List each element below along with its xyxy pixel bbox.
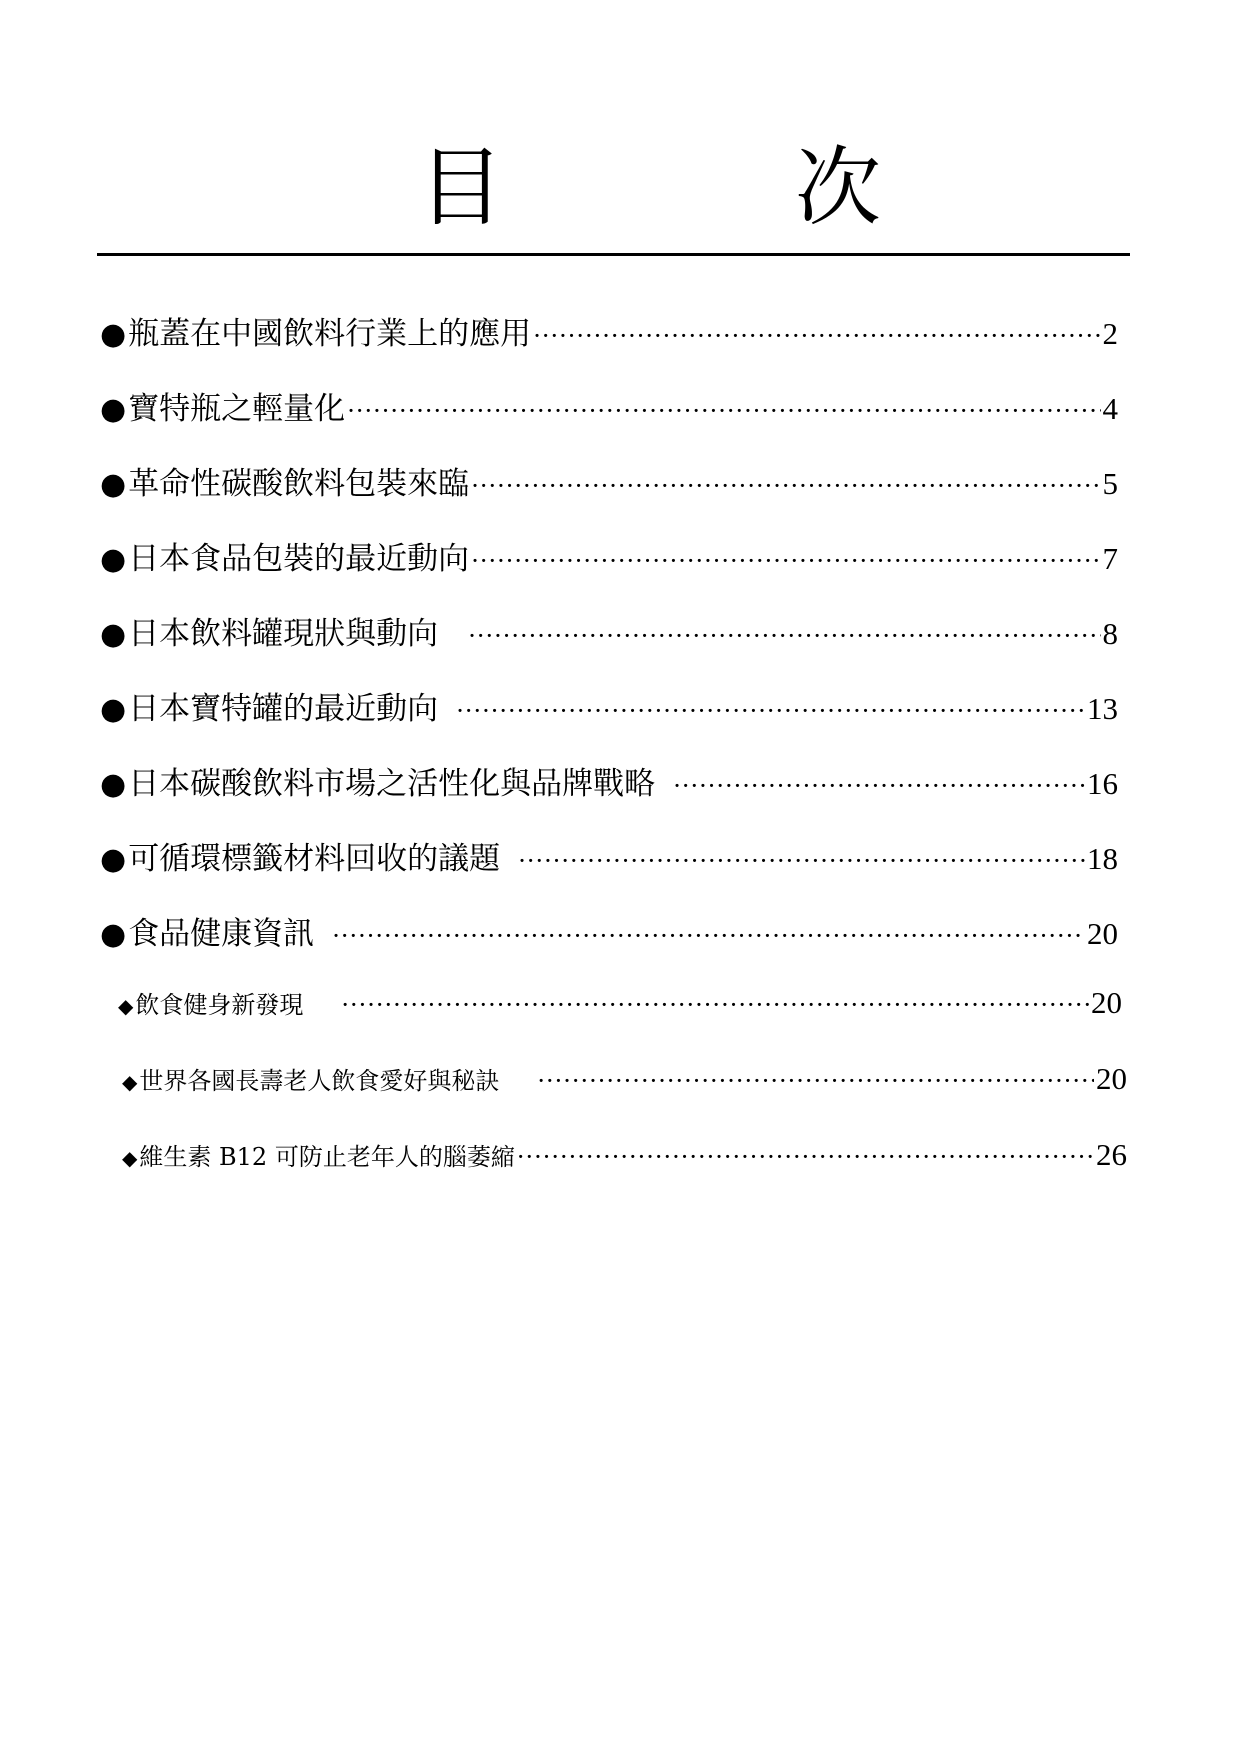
dot-leader xyxy=(518,847,1085,875)
toc-entry-page: 8 xyxy=(1102,616,1118,651)
toc-entry[interactable] xyxy=(100,533,1118,577)
toc-entry[interactable] xyxy=(100,908,1118,952)
toc-sub-entry-title: 世界各國長壽老人飲食愛好與秘訣 xyxy=(139,1067,500,1095)
toc-entry-title: 日本飲料罐現狀與動向 xyxy=(128,616,439,652)
diamond-bullet-icon: ◆ xyxy=(118,994,134,1018)
toc-entry-title: 食品健康資訊 xyxy=(128,916,315,952)
toc-entry[interactable] xyxy=(100,758,1118,802)
diamond-bullet-icon: ◆ xyxy=(122,1146,138,1170)
page-title xyxy=(0,138,1241,238)
toc-entry[interactable] xyxy=(100,683,1118,727)
toc-sub-entry-page: 20 xyxy=(1091,985,1122,1020)
toc-entry-page: 16 xyxy=(1087,766,1118,801)
dot-leader xyxy=(332,922,1085,950)
toc-entry-page: 13 xyxy=(1087,691,1118,726)
bullet-icon: ● xyxy=(100,617,127,652)
dot-leader xyxy=(471,472,1100,500)
title-divider xyxy=(97,253,1130,256)
title-char-1: 目 xyxy=(418,138,504,238)
bullet-icon: ● xyxy=(100,767,127,802)
toc-entry-page: 18 xyxy=(1087,841,1118,876)
toc-entry[interactable] xyxy=(100,383,1118,427)
bullet-icon: ● xyxy=(100,392,127,427)
toc-sub-entry-page: 20 xyxy=(1096,1061,1127,1096)
toc-entry[interactable] xyxy=(100,608,1118,652)
bullet-icon: ● xyxy=(100,317,127,352)
toc-entry[interactable] xyxy=(100,833,1118,877)
bullet-icon: ● xyxy=(100,917,127,952)
dot-leader xyxy=(673,772,1085,800)
toc-entry-title: 可循環標籤材料回收的議題 xyxy=(128,841,501,877)
toc-entry-title: 瓶蓋在中國飲料行業上的應用 xyxy=(128,316,532,352)
toc-entry-title: 日本寶特罐的最近動向 xyxy=(128,691,439,727)
toc-sub-entry[interactable] xyxy=(118,985,1122,1025)
bullet-icon: ● xyxy=(100,842,127,877)
dot-leader xyxy=(347,397,1100,425)
title-char-2: 次 xyxy=(795,138,881,238)
dot-leader xyxy=(468,622,1100,650)
toc-entry-title: 日本食品包裝的最近動向 xyxy=(128,541,470,577)
dot-leader xyxy=(537,1067,1094,1095)
toc-sub-entry-title: 維生素 B12 可防止老年人的腦萎縮 xyxy=(139,1143,515,1171)
toc-sub-entry-page: 26 xyxy=(1096,1137,1127,1172)
toc-entry-page: 5 xyxy=(1102,466,1118,501)
dot-leader xyxy=(456,697,1085,725)
toc-entry[interactable] xyxy=(100,308,1118,352)
toc-entry-page: 4 xyxy=(1102,391,1118,426)
toc-sub-entry-title: 飲食健身新發現 xyxy=(135,991,304,1019)
toc-entry-page: 7 xyxy=(1102,541,1118,576)
toc-entry-page: 20 xyxy=(1087,916,1118,951)
toc-sub-entry[interactable] xyxy=(122,1061,1127,1101)
bullet-icon: ● xyxy=(100,542,127,577)
dot-leader xyxy=(471,547,1100,575)
toc-entry-title: 日本碳酸飲料市場之活性化與品牌戰略 xyxy=(128,766,656,802)
bullet-icon: ● xyxy=(100,692,127,727)
dot-leader xyxy=(341,991,1089,1019)
toc-entry-title: 革命性碳酸飲料包裝來臨 xyxy=(128,466,470,502)
toc-entry-title: 寶特瓶之輕量化 xyxy=(128,391,346,427)
dot-leader xyxy=(533,322,1100,350)
diamond-bullet-icon: ◆ xyxy=(122,1070,138,1094)
toc-entry[interactable] xyxy=(100,458,1118,502)
toc-sub-entry[interactable] xyxy=(122,1137,1127,1177)
bullet-icon: ● xyxy=(100,467,127,502)
dot-leader xyxy=(517,1143,1094,1171)
toc-entry-page: 2 xyxy=(1102,316,1118,351)
